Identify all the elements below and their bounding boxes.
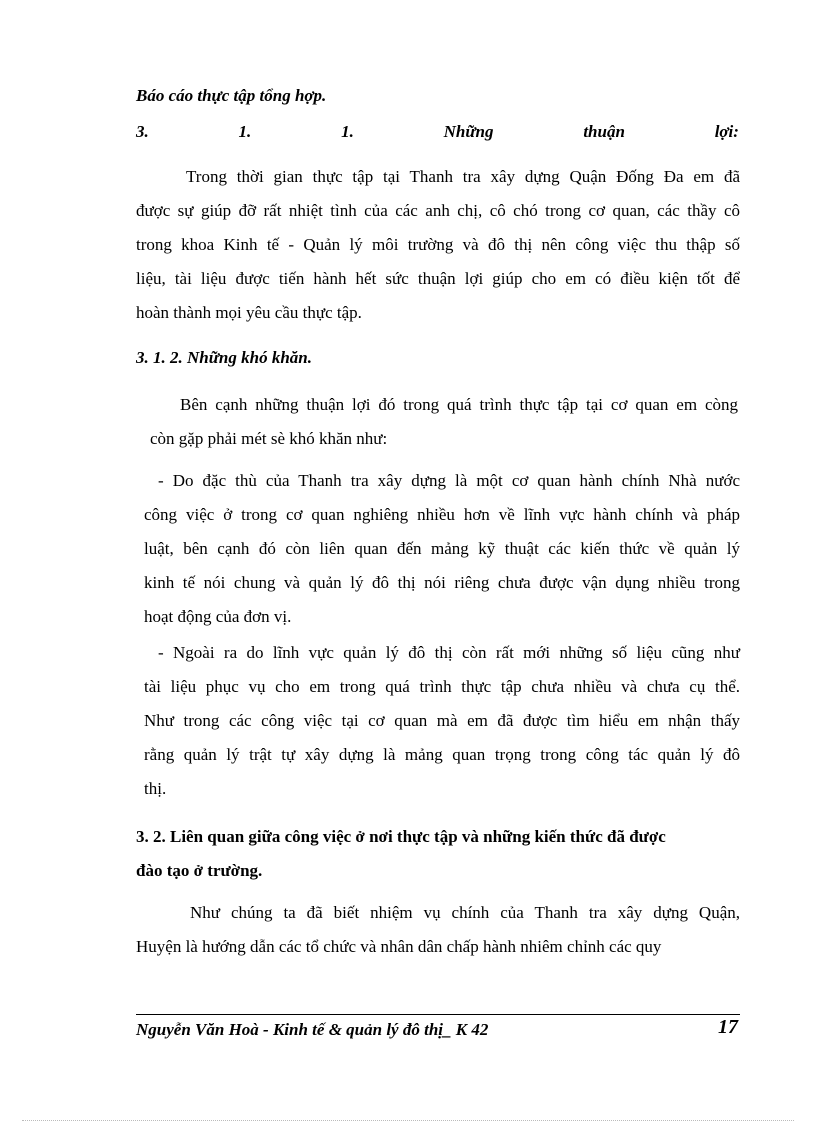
text-line: - Ngoài ra do lĩnh vực quản lý đô thị còn rất mới những số liệu cũng như	[158, 643, 740, 662]
heading-3-1-1	[136, 122, 739, 142]
heading-part: 1.	[341, 122, 354, 141]
heading-part: 1.	[238, 122, 252, 141]
document-header: Báo cáo thực tập tổng hợp.	[136, 86, 327, 105]
paragraph-advantages	[136, 160, 740, 330]
heading-line: đào tạo ở trường.	[136, 861, 263, 880]
page-bottom-divider	[22, 1120, 794, 1121]
text-line: còn gặp phải mét sè khó khăn như:	[150, 429, 388, 448]
text-line: Huyện là hướng dẫn các tổ chức và nhân dân chấp hành nhiêm chỉnh các quy	[136, 937, 662, 956]
heading-part: thuận	[583, 122, 625, 141]
text-line: Như chúng ta đã biết nhiệm vụ chính của Thanh tra xây dựng Quận,	[190, 903, 740, 922]
text-line: - Do đặc thù của Thanh tra xây dựng là một cơ quan hành chính Nhà nước	[158, 471, 740, 490]
text-line: Bên cạnh những thuận lợi đó trong quá trình thực tập tại cơ quan em còng	[180, 395, 738, 414]
text-line: được sự giúp đỡ rất nhiệt tình của các anh chị, cô chó trong cơ quan, các thầy cô	[136, 201, 740, 220]
heading-3-1-2: 3. 1. 2. Những khó khăn.	[136, 348, 312, 367]
text-line: hoàn thành mọi yêu cầu thực tập.	[136, 303, 362, 322]
footer-divider	[136, 1014, 740, 1015]
heading-3-2	[136, 820, 740, 888]
text-line: trong khoa Kinh tế - Quản lý môi trường và đô thị nên công việc thu thập số	[136, 235, 740, 254]
text-line: rằng quản lý trật tự xây dựng là mảng quan trọng trong công tác quản lý đô	[144, 745, 740, 764]
heading-part: Những	[443, 122, 494, 141]
heading-line: 3. 2. Liên quan giữa công việc ở nơi thực tập và những kiến thức đã được	[136, 827, 666, 846]
heading-part: 3.	[136, 122, 149, 141]
text-line: liệu, tài liệu được tiến hành hết sức thuận lợi giúp cho em có điều kiện tốt để	[136, 269, 740, 288]
bullet-item-1	[144, 464, 740, 634]
bullet-item-2	[144, 636, 740, 806]
text-line: hoạt động của đơn vị.	[144, 607, 292, 626]
text-line: luật, bên cạnh đó còn liên quan đến mảng kỹ thuật các kiến thức về quản lý	[144, 539, 740, 558]
text-line: tài liệu phục vụ cho em trong quá trình thực tập chưa nhiều và chưa cụ thể.	[144, 677, 740, 696]
footer-author: Nguyễn Văn Hoà - Kinh tế & quản lý đô thị_ K 42	[136, 1020, 489, 1039]
paragraph-difficulties-intro	[150, 388, 738, 456]
text-line: Như trong các công việc tại cơ quan mà em đã được tìm hiểu em nhận thấy	[144, 711, 740, 730]
text-line: thị.	[144, 779, 167, 798]
paragraph-relation	[136, 896, 740, 964]
text-line: Trong thời gian thực tập tại Thanh tra xây dựng Quận Đống Đa em đã	[186, 167, 740, 186]
text-line: công việc ở trong cơ quan nghiêng nhiều hơn về lĩnh vực hành chính và pháp	[144, 505, 740, 524]
page-number: 17	[718, 1016, 738, 1038]
text-line: kinh tế nói chung và quản lý đô thị nói riêng chưa được vận dụng nhiều trong	[144, 573, 740, 592]
heading-part: lợi:	[714, 122, 739, 141]
